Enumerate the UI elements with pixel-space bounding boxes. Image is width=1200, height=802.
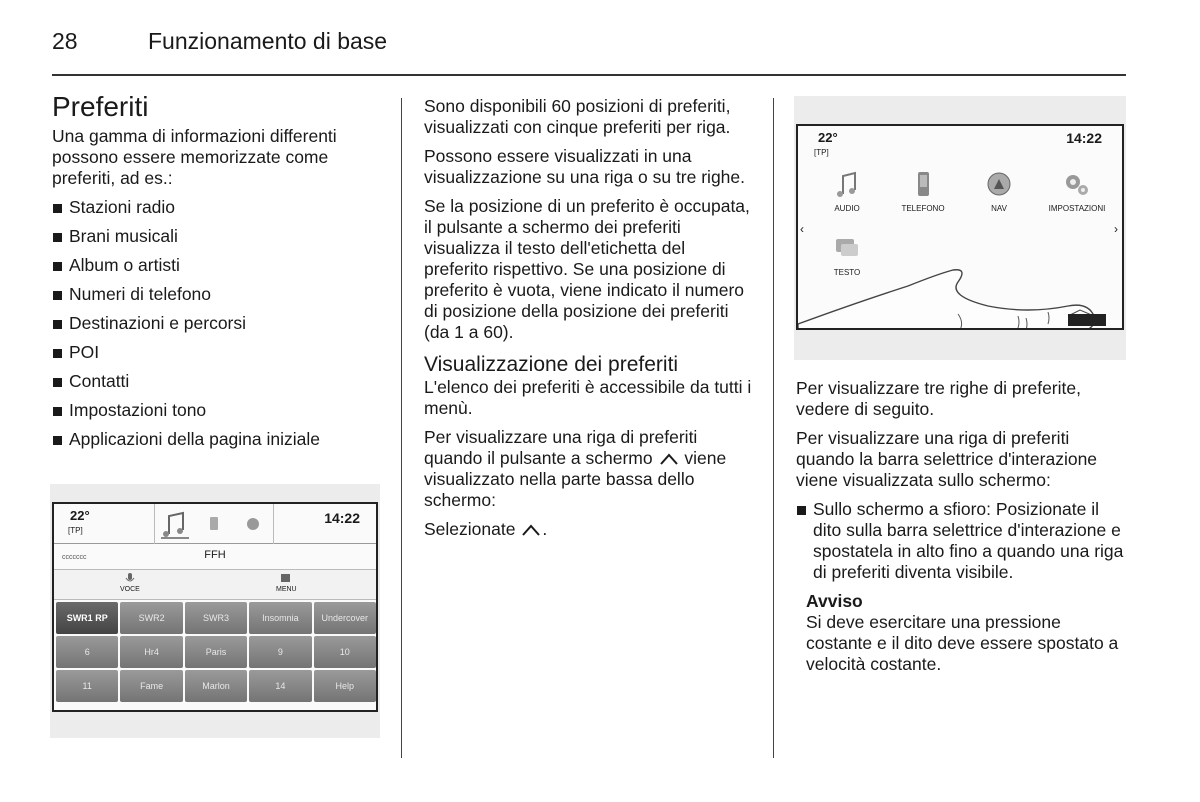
paragraph: L'elenco dei preferiti è accessibile da tutti i menù. xyxy=(424,377,752,418)
radio-screen-figure xyxy=(50,484,380,738)
column-2 xyxy=(424,96,754,548)
favorite-button[interactable]: 14 xyxy=(249,670,311,702)
favorites-grid xyxy=(56,602,376,702)
menu-label: MENU xyxy=(276,586,297,593)
list-item: Numeri di telefono xyxy=(52,284,382,305)
app-label: IMPOSTAZIONI xyxy=(1048,204,1106,213)
column-divider-left xyxy=(401,98,402,758)
favorite-button[interactable]: 11 xyxy=(56,670,118,702)
list-item: Destinazioni e percorsi xyxy=(52,313,382,334)
favorite-button[interactable]: Insomnia xyxy=(249,602,311,634)
paragraph xyxy=(424,427,754,511)
subsection-title: Visualizzazione dei preferiti xyxy=(424,353,679,376)
favorite-button[interactable]: Undercover xyxy=(314,602,376,634)
chevron-up-icon xyxy=(520,523,542,537)
clock: 14:22 xyxy=(1066,130,1102,146)
chevron-up-icon xyxy=(658,452,680,466)
favorite-button[interactable]: 6 xyxy=(56,636,118,668)
list-item: Brani musicali xyxy=(52,226,382,247)
control-row xyxy=(54,570,376,600)
paragraph-text: Selezionate xyxy=(424,519,516,539)
voice-label: VOCE xyxy=(120,586,140,593)
favorite-button[interactable]: Marlon xyxy=(185,670,247,702)
frequency-scale: ccccccc xyxy=(62,554,87,561)
note-title: Avviso xyxy=(806,591,863,611)
home-screen-figure xyxy=(794,96,1126,360)
favorite-button[interactable]: SWR3 xyxy=(185,602,247,634)
paragraph: Se la posizione di un preferito è occupata, il pulsante a schermo dei preferiti visualizza il testo dell'etichetta del preferito rispettivo. Se una posizione di preferito è vuota, viene indicato il numero di posizione della posizione dei preferiti (da 1 a 60). xyxy=(424,196,750,342)
list-item: POI xyxy=(52,342,382,363)
column-1 xyxy=(52,90,382,458)
paragraph: Possono essere visualizzati in una visualizzazione su una riga o su tre righe. xyxy=(424,146,746,187)
favorite-button[interactable]: Hr4 xyxy=(120,636,182,668)
home-screen xyxy=(796,124,1124,330)
note-box xyxy=(796,591,1130,675)
column-divider-right xyxy=(773,98,774,758)
clock: 14:22 xyxy=(324,510,360,526)
favorite-button[interactable]: 10 xyxy=(314,636,376,668)
instruction-list xyxy=(796,499,1130,583)
app-impostazioni[interactable] xyxy=(1042,170,1112,213)
section-title: Preferiti xyxy=(52,91,149,122)
microphone-icon xyxy=(123,572,137,584)
voice-button[interactable] xyxy=(120,572,140,593)
phone-icon xyxy=(210,517,218,530)
music-note-icon xyxy=(833,170,861,200)
list-item: Contatti xyxy=(52,371,382,392)
status-bar xyxy=(54,504,376,544)
nav-icon xyxy=(247,518,259,530)
tp-indicator: [TP] xyxy=(68,526,83,535)
favorite-button[interactable]: Fame xyxy=(120,670,182,702)
header-rule xyxy=(52,74,1126,76)
station-row xyxy=(54,544,376,570)
intro-paragraph: Una gamma di informazioni differenti possono essere memorizzate come preferiti, ad es.: xyxy=(52,126,337,188)
scroll-right-arrow[interactable]: › xyxy=(1114,222,1118,236)
list-item: Stazioni radio xyxy=(52,197,382,218)
note-text: Si deve esercitare una pressione costante e il dito deve essere spostato a velocità costante. xyxy=(806,612,1119,674)
favorites-type-list xyxy=(52,197,382,450)
favorite-button[interactable]: SWR2 xyxy=(120,602,182,634)
app-label: AUDIO xyxy=(834,204,860,213)
list-item: Album o artisti xyxy=(52,255,382,276)
phone-icon xyxy=(909,170,937,200)
favorite-button[interactable]: Paris xyxy=(185,636,247,668)
list-item: Sullo schermo a sfioro: Posizionate il dito sulla barra selettrice d'interazione e spostatela in alto fino a quando una riga di preferiti diventa visibile. xyxy=(796,499,1130,583)
list-item: Applicazioni della pagina iniziale xyxy=(52,429,382,450)
compass-icon xyxy=(985,170,1013,200)
interaction-selector-bar xyxy=(1068,314,1106,326)
favorite-button[interactable]: SWR1 RP xyxy=(56,602,118,634)
app-label: TELEFONO xyxy=(901,204,945,213)
paragraph: Per visualizzare tre righe di preferite, vedere di seguito. xyxy=(796,378,1081,419)
app-nav[interactable] xyxy=(964,170,1034,213)
swipe-hand-illustration xyxy=(798,246,1124,330)
music-note-icon xyxy=(155,504,275,544)
list-item: Impostazioni tono xyxy=(52,400,382,421)
radio-screen xyxy=(52,502,378,712)
temperature: 22° xyxy=(818,130,838,145)
tp-indicator: [TP] xyxy=(814,148,829,157)
source-icons xyxy=(154,504,274,544)
scroll-left-arrow[interactable]: ‹ xyxy=(800,222,804,236)
menu-button[interactable] xyxy=(276,572,297,593)
favorite-button[interactable]: 9 xyxy=(249,636,311,668)
app-label: TESTO xyxy=(833,268,861,277)
app-label: NAV xyxy=(991,204,1007,213)
page-number: 28 xyxy=(52,28,78,54)
station-name: FFH xyxy=(204,549,226,561)
paragraph-end: . xyxy=(542,519,548,539)
column-3 xyxy=(796,378,1130,675)
paragraph: Sono disponibili 60 posizioni di preferiti, visualizzati con cinque preferiti per riga. xyxy=(424,96,731,137)
paragraph-text: Per visualizzare una riga di preferiti quando il pulsante a schermo xyxy=(424,427,698,468)
menu-icon xyxy=(279,572,293,584)
temperature: 22° xyxy=(70,508,90,523)
paragraph: Per visualizzare una riga di preferiti quando la barra selettrice d'interazione viene visualizzata sullo schermo: xyxy=(796,428,1098,490)
chapter-title: Funzionamento di base xyxy=(148,28,388,54)
paragraph-text: viene visualizzato nella parte bassa dello schermo: xyxy=(424,448,727,510)
paragraph xyxy=(424,519,754,540)
app-audio[interactable] xyxy=(812,170,882,213)
gear-icon xyxy=(1063,170,1091,200)
favorite-button[interactable]: Help xyxy=(314,670,376,702)
app-telefono[interactable] xyxy=(888,170,958,213)
